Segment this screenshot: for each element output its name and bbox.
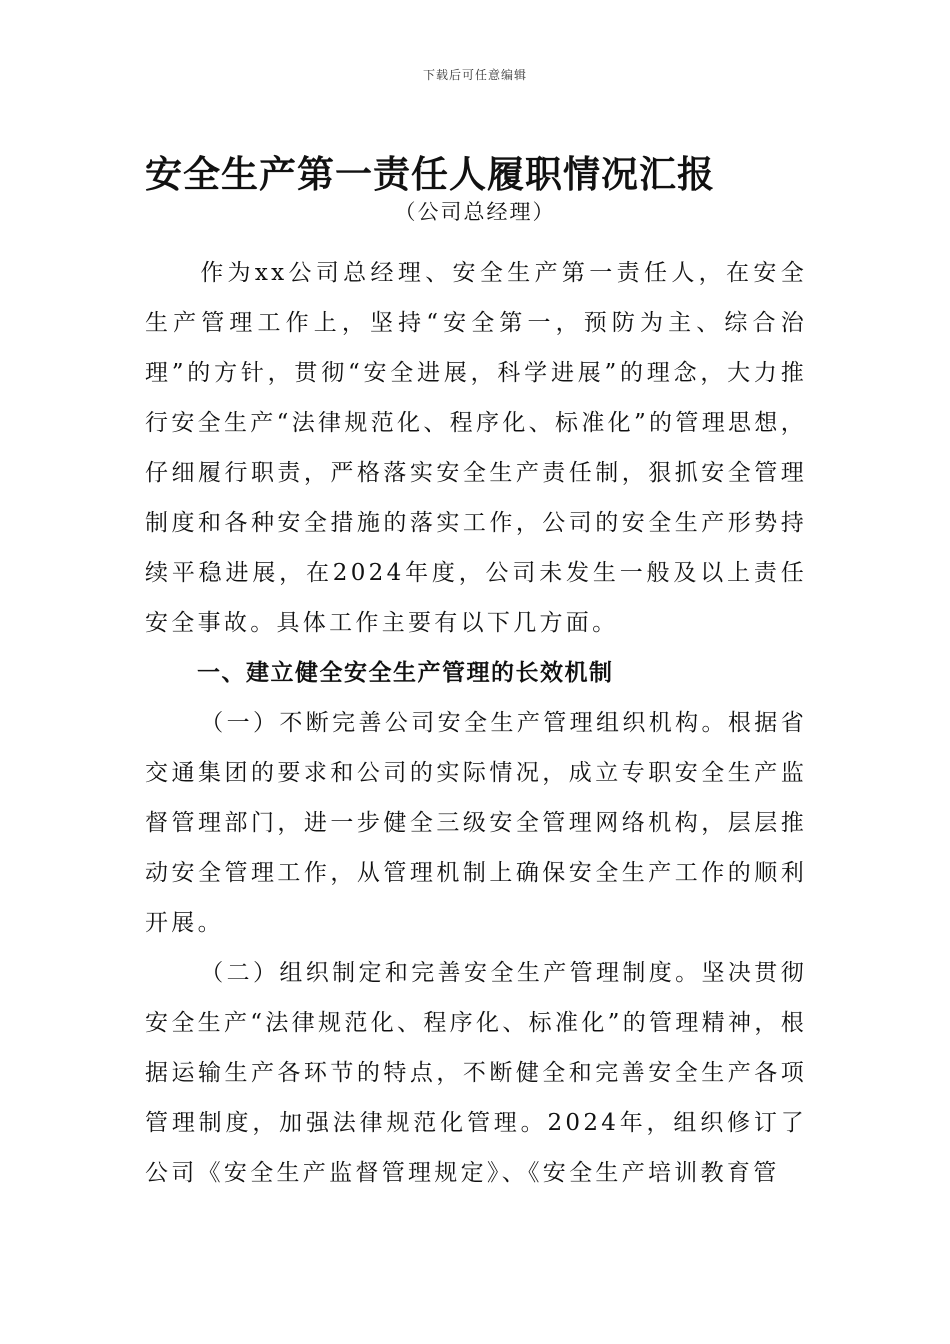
document-body <box>145 248 807 1198</box>
page-header-note: 下载后可任意编辑 <box>422 68 527 82</box>
section-heading: 一、建立健全安全生产管理的长效机制 <box>197 659 614 686</box>
intro-paragraph: 作为xx公司总经理、安全生产第一责任人，在安全生产管理工作上，坚持“安全第一，预防为主、综合治理”的方针，贯彻“安全进展，科学进展”的理念，大力推行安全生产“法律规范化、程序化、标准化”的管理思想，仔细履行职责，严格落实安全生产责任制，狠抓安全管理制度和各种安全措施的落实工作，公司的安全生产形势持续平稳进展，在2024年度，公司未发生一般及以上责任安全事故。具体工作主要有以下几方面。 <box>145 260 807 636</box>
section-paragraph-2: （二）组织制定和完善安全生产管理制度。坚决贯彻安全生产“法律规范化、程序化、标准化”的管理精神，根据运输生产各环节的特点，不断健全和完善安全生产各项管理制度，加强法律规范化管理。2024年，组织修订了公司《安全生产监督管理规定》、《安全生产培训教育管 <box>145 960 807 1186</box>
document-title: 安全生产第一责任人履职情况汇报 <box>145 152 715 196</box>
section-paragraph-1: （一）不断完善公司安全生产管理组织机构。根据省交通集团的要求和公司的实际情况，成立专职安全生产监督管理部门，进一步健全三级安全管理网络机构，层层推动安全管理工作，从管理机制上确保安全生产工作的顺利开展。 <box>145 710 807 936</box>
document-subtitle: （公司总经理） <box>394 200 556 224</box>
